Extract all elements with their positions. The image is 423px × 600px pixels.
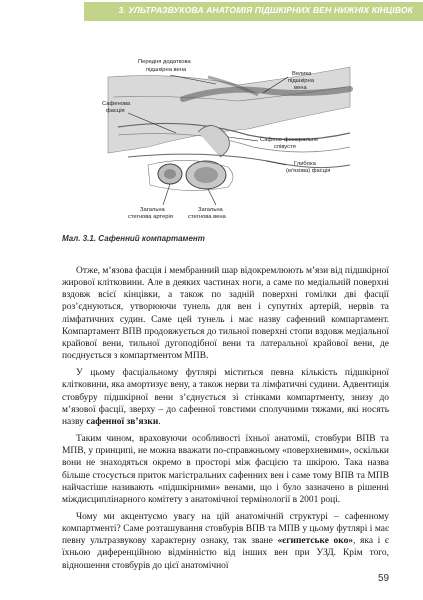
label-great-saphenous-vein-2: підшкірна [288,78,314,84]
label-anterior-accessory-saphenous-vein-2: підшкірна вена [146,67,187,73]
paragraph-2-end: . [158,416,161,427]
label-deep-fascia-2: (м'язова) фасція [286,168,331,174]
label-common-femoral-vein: Загальна [198,207,223,213]
figure-caption: Мал. 3.1. Сафенний компартамент [62,234,205,243]
label-common-femoral-artery: Загальна [140,207,165,213]
label-saphenous-fascia-2: фасція [106,108,125,114]
page-number: 59 [378,573,390,584]
paragraph-3: Таким чином, враховуючи особливості їхньої анатомії, стовбури ВПВ та МПВ, у принципі, не можна вважати по-справжньому «поверхневими», оскільки вони не знаходяться окремо в просторі між фасцією та шкірою. Така назва більше стосується приток магістральних сафенних вен і саме тому ВПВ та МПВ найчастіше називають «підшкірними» венами, що і було зазначено в рішенні міждисциплінарного комітету з анатомічної термінології в 2001 році. [62,434,389,505]
saphenous-compartment-illustration [88,37,358,225]
label-common-femoral-artery-2: стегнова артерія [128,214,173,220]
paragraph-4-end: , яка і є їхньою диференційною відмінністю від інших вен при УЗД. Крім того, відношення стовбурів до цієї анатомічної [62,536,389,571]
paragraph-4 [62,511,389,572]
term-saphenous-ligament: сафенної зв’язки [86,416,159,427]
label-saphenous-fascia: Сафенова [102,101,131,107]
paragraph-1: Отже, м’язова фасція і мембранний шар відокремлюють м’язи від підшкірної жирової клітковини. Але в деяких частинах ноги, а саме по медіальній поверхні вздовж всієї кінцівки, а також по задній поверхні гомілки дві фасції роз’єднуються, утворюючи тунель для вен і супутніх артерій, нервів та лімфатичних судин. Саме цей тунель і має назву сафенний компартамент. Компартамент ВПВ продовжується до тильної поверхні стопи вздовж медіальної крайової вени, тильної дугоподібної вени та латеральної крайової вени, де поєднується з компартментом МПВ. [62,266,389,362]
paragraph-2-text: У цьому фасціальному футлярі міститься певна кількість підшкірної клітковини, яка амортизує вену, а також нерви та лімфатичні судини. Адвентиція стовбуру підшкірної вени з’єднується зі стінками компартменту, знизу до м’язової фасції, зверху – до сафенної товстими сполучними тяжами, які носять назву [62,368,389,427]
label-common-femoral-vein-2: стегнова вена [188,214,226,220]
term-egyptian-eye: «єгипетське око» [277,536,354,547]
body-text [62,265,389,577]
label-great-saphenous-vein-3: вена [294,85,307,91]
paragraph-2 [62,367,389,428]
anatomy-drawing [88,37,358,225]
label-deep-fascia: Глибока [294,161,316,167]
label-anterior-accessory-saphenous-vein: Передня додаткова [138,59,191,65]
label-great-saphenous-vein: Велика [292,71,312,77]
label-saphenofemoral-junction-2: співустя [274,144,296,150]
running-header-text: 3. УЛЬТРАЗВУКОВА АНАТОМІЯ ПІДШКІРНИХ ВЕН НИЖНІХ КІНЦІВОК [118,5,413,15]
label-saphenofemoral-junction: Сафено-феморальне [260,137,319,143]
paragraph-4-text: Чому ми акцентуємо увагу на цій анатомічній структурі – сафенному компартменті? Саме розташування стовбурів ВПВ та МПВ у цьому футлярі і має певну ультразвукову характерну ознаку, так зване [62,511,389,547]
running-header-band [84,2,423,21]
